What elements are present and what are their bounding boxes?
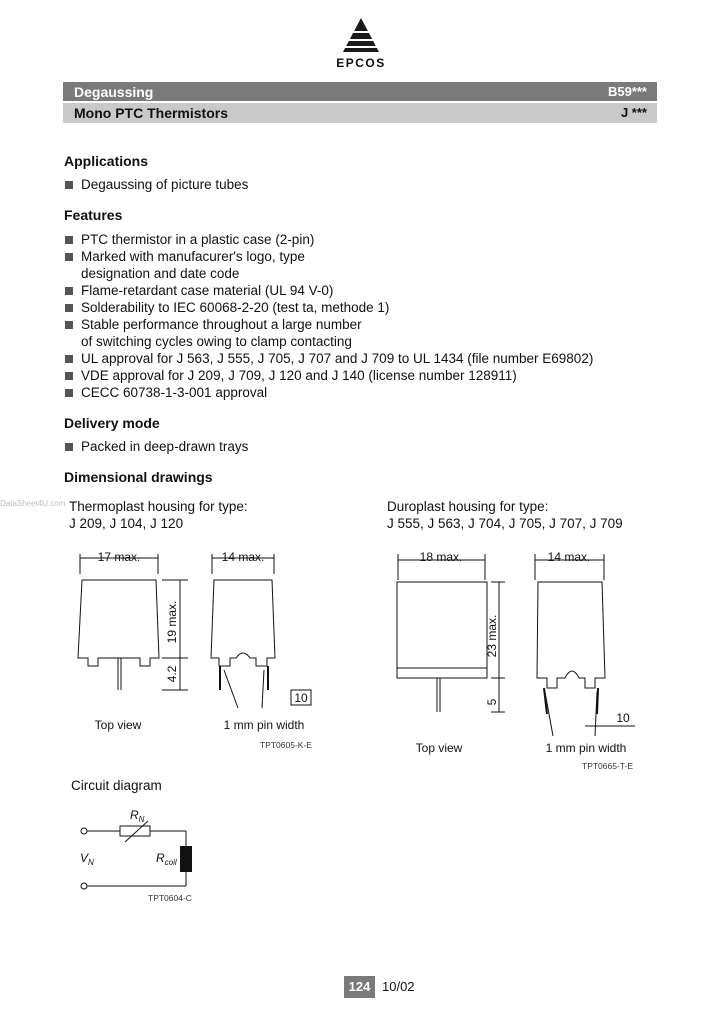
coil-symbol-icon [180, 846, 192, 872]
list-item: VDE approval for J 209, J 709, J 120 and J 140 (license number 128911) [64, 367, 593, 384]
list-item: Marked with manufacurer's logo, type designation and date code [64, 248, 593, 282]
width-label: 14 max. [221, 550, 265, 564]
list-item: Solderability to IEC 60068-2-20 (test ta, methode 1) [64, 299, 593, 316]
pin-width-label: 1 mm pin width [545, 741, 627, 755]
list-item: Packed in deep-drawn trays [64, 438, 248, 455]
left-housing-types: J 209, J 104, J 120 [69, 516, 184, 531]
list-item: CECC 60738-1-3-001 approval [64, 384, 593, 401]
drawing-ref: TPT0605-K-E [260, 740, 312, 750]
height-label: 19 max. [165, 600, 179, 644]
product-code: B59*** [607, 84, 647, 99]
top-view-label: Top view [94, 718, 142, 732]
list-item: Flame-retardant case material (UL 94 V-0) [64, 282, 593, 299]
rn-label: $R_N$ [130, 808, 145, 824]
duroplast-drawing [385, 540, 645, 775]
features-heading: Features [64, 207, 123, 223]
left-housing-caption: Thermoplast housing for type: [69, 499, 248, 514]
features-list [64, 231, 593, 401]
right-housing-types: J 555, J 563, J 704, J 705, J 707, J 709 [387, 516, 623, 531]
page-subtitle: Mono PTC Thermistors [74, 105, 229, 121]
issue-date: 10/02 [382, 979, 415, 994]
page-number: 124 [344, 976, 375, 998]
top-view-label: Top view [415, 741, 463, 755]
width-label: 17 max. [97, 550, 141, 564]
rcoil-label: $R_{coil}$ [156, 851, 177, 867]
subheader-bar [63, 103, 657, 123]
pin-width-label: 1 mm pin width [223, 718, 305, 732]
epcos-logo [326, 16, 396, 72]
delivery-heading: Delivery mode [64, 415, 160, 431]
header-bar [63, 82, 657, 101]
thermoplast-drawing [60, 540, 330, 770]
drawing-ref: TPT0604-C [148, 893, 192, 903]
right-housing-caption: Duroplast housing for type: [387, 499, 549, 514]
delivery-list [64, 438, 248, 455]
list-item: Stable performance throughout a large number of switching cycles owing to clamp contacting [64, 316, 593, 350]
width-label: 14 max. [547, 550, 591, 564]
list-item: PTC thermistor in a plastic case (2-pin) [64, 231, 593, 248]
applications-list [64, 176, 248, 193]
circuit-diagram [70, 805, 210, 905]
pitch-label: 10 [616, 711, 630, 725]
pin-length-label: 4.2 [165, 665, 179, 683]
circuit-heading: Circuit diagram [71, 778, 162, 793]
list-item: UL approval for J 563, J 555, J 705, J 707 and J 709 to UL 1434 (file number E69802) [64, 350, 593, 367]
product-subcode: J *** [620, 105, 647, 120]
brand-name: EPCOS [336, 56, 386, 70]
dimensional-heading: Dimensional drawings [64, 469, 213, 485]
drawing-ref: TPT0665-T-E [582, 761, 634, 771]
pin-length-label: 5 [485, 698, 499, 706]
vn-label: $V_N$ [80, 851, 94, 867]
pitch-label: 10 [294, 691, 308, 705]
page-title: Degaussing [74, 84, 154, 100]
epcos-logo-mark-icon [326, 16, 396, 56]
watermark: DataSheet4U.com [0, 499, 66, 508]
height-label: 23 max. [485, 614, 499, 658]
list-item: Degaussing of picture tubes [64, 176, 248, 193]
applications-heading: Applications [64, 153, 149, 169]
width-label: 18 max. [419, 550, 463, 564]
